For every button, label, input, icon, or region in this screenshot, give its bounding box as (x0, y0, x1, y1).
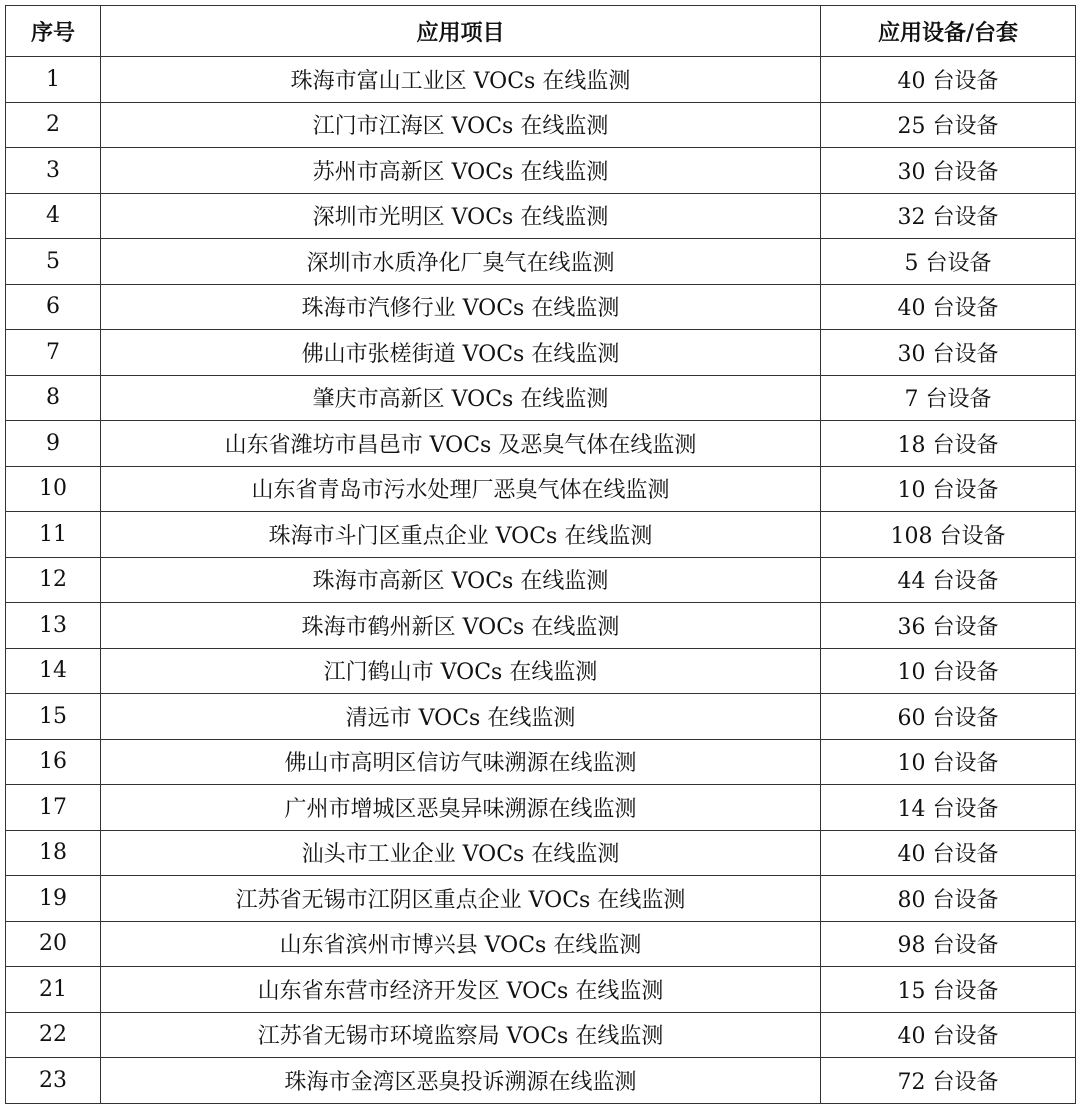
project-name-cell: 佛山市高明区信访气味溯源在线监测 (101, 739, 821, 785)
table-row (6, 967, 1076, 1013)
project-name-cell: 江苏省无锡市江阴区重点企业 VOCs 在线监测 (101, 876, 821, 922)
device-count-cell: 108 台设备 (821, 512, 1076, 558)
table-row (6, 694, 1076, 740)
project-name-cell: 珠海市汽修行业 VOCs 在线监测 (101, 284, 821, 330)
device-count-cell: 72 台设备 (821, 1058, 1076, 1104)
device-count-cell: 60 台设备 (821, 694, 1076, 740)
device-count-cell: 44 台设备 (821, 557, 1076, 603)
serial-number-cell: 16 (6, 739, 101, 785)
table-row (6, 330, 1076, 376)
project-name-cell: 佛山市张槎街道 VOCs 在线监测 (101, 330, 821, 376)
device-count-cell: 10 台设备 (821, 739, 1076, 785)
table-row (6, 512, 1076, 558)
device-count-cell: 30 台设备 (821, 330, 1076, 376)
serial-number-cell: 14 (6, 648, 101, 694)
table-row (6, 239, 1076, 285)
serial-number-cell: 20 (6, 921, 101, 967)
serial-number-cell: 18 (6, 830, 101, 876)
device-count-cell: 40 台设备 (821, 284, 1076, 330)
project-name-cell: 汕头市工业企业 VOCs 在线监测 (101, 830, 821, 876)
device-count-cell: 18 台设备 (821, 421, 1076, 467)
table-row (6, 830, 1076, 876)
table-row (6, 148, 1076, 194)
table-row (6, 557, 1076, 603)
table-row (6, 421, 1076, 467)
serial-number-cell: 12 (6, 557, 101, 603)
project-name-cell: 山东省东营市经济开发区 VOCs 在线监测 (101, 967, 821, 1013)
table-row (6, 739, 1076, 785)
device-count-cell: 14 台设备 (821, 785, 1076, 831)
table-row (6, 876, 1076, 922)
application-projects-table (5, 5, 1076, 1104)
project-name-cell: 山东省青岛市污水处理厂恶臭气体在线监测 (101, 466, 821, 512)
serial-number-cell: 10 (6, 466, 101, 512)
application-table-container (5, 5, 1075, 1104)
table-row (6, 57, 1076, 103)
device-count-cell: 36 台设备 (821, 603, 1076, 649)
project-name-cell: 江门鹤山市 VOCs 在线监测 (101, 648, 821, 694)
project-name-cell: 广州市增城区恶臭异味溯源在线监测 (101, 785, 821, 831)
serial-number-cell: 13 (6, 603, 101, 649)
serial-number-cell: 5 (6, 239, 101, 285)
project-name-cell: 珠海市高新区 VOCs 在线监测 (101, 557, 821, 603)
device-count-cell: 10 台设备 (821, 648, 1076, 694)
serial-number-cell: 7 (6, 330, 101, 376)
table-row (6, 1058, 1076, 1104)
device-count-cell: 40 台设备 (821, 1012, 1076, 1058)
serial-number-cell: 22 (6, 1012, 101, 1058)
serial-number-cell: 17 (6, 785, 101, 831)
project-name-cell: 江门市江海区 VOCs 在线监测 (101, 102, 821, 148)
device-count-cell: 15 台设备 (821, 967, 1076, 1013)
serial-number-cell: 9 (6, 421, 101, 467)
serial-number-cell: 15 (6, 694, 101, 740)
serial-number-cell: 2 (6, 102, 101, 148)
project-name-cell: 深圳市光明区 VOCs 在线监测 (101, 193, 821, 239)
device-count-cell: 5 台设备 (821, 239, 1076, 285)
table-row (6, 785, 1076, 831)
project-name-cell: 苏州市高新区 VOCs 在线监测 (101, 148, 821, 194)
header-application-project: 应用项目 (101, 6, 821, 57)
device-count-cell: 32 台设备 (821, 193, 1076, 239)
project-name-cell: 珠海市金湾区恶臭投诉溯源在线监测 (101, 1058, 821, 1104)
table-row (6, 466, 1076, 512)
serial-number-cell: 23 (6, 1058, 101, 1104)
device-count-cell: 40 台设备 (821, 830, 1076, 876)
device-count-cell: 10 台设备 (821, 466, 1076, 512)
device-count-cell: 25 台设备 (821, 102, 1076, 148)
serial-number-cell: 8 (6, 375, 101, 421)
project-name-cell: 深圳市水质净化厂臭气在线监测 (101, 239, 821, 285)
table-row (6, 284, 1076, 330)
serial-number-cell: 19 (6, 876, 101, 922)
device-count-cell: 30 台设备 (821, 148, 1076, 194)
table-row (6, 375, 1076, 421)
device-count-cell: 80 台设备 (821, 876, 1076, 922)
project-name-cell: 珠海市富山工业区 VOCs 在线监测 (101, 57, 821, 103)
table-row (6, 648, 1076, 694)
project-name-cell: 珠海市斗门区重点企业 VOCs 在线监测 (101, 512, 821, 558)
table-body (6, 57, 1076, 1104)
table-row (6, 102, 1076, 148)
project-name-cell: 山东省潍坊市昌邑市 VOCs 及恶臭气体在线监测 (101, 421, 821, 467)
serial-number-cell: 1 (6, 57, 101, 103)
device-count-cell: 40 台设备 (821, 57, 1076, 103)
project-name-cell: 山东省滨州市博兴县 VOCs 在线监测 (101, 921, 821, 967)
device-count-cell: 7 台设备 (821, 375, 1076, 421)
header-serial-number: 序号 (6, 6, 101, 57)
project-name-cell: 珠海市鹤州新区 VOCs 在线监测 (101, 603, 821, 649)
project-name-cell: 肇庆市高新区 VOCs 在线监测 (101, 375, 821, 421)
table-row (6, 921, 1076, 967)
project-name-cell: 清远市 VOCs 在线监测 (101, 694, 821, 740)
header-application-devices: 应用设备/台套 (821, 6, 1076, 57)
serial-number-cell: 3 (6, 148, 101, 194)
project-name-cell: 江苏省无锡市环境监察局 VOCs 在线监测 (101, 1012, 821, 1058)
serial-number-cell: 6 (6, 284, 101, 330)
serial-number-cell: 11 (6, 512, 101, 558)
device-count-cell: 98 台设备 (821, 921, 1076, 967)
table-row (6, 193, 1076, 239)
table-row (6, 603, 1076, 649)
serial-number-cell: 4 (6, 193, 101, 239)
table-row (6, 1012, 1076, 1058)
serial-number-cell: 21 (6, 967, 101, 1013)
table-header-row (6, 6, 1076, 57)
